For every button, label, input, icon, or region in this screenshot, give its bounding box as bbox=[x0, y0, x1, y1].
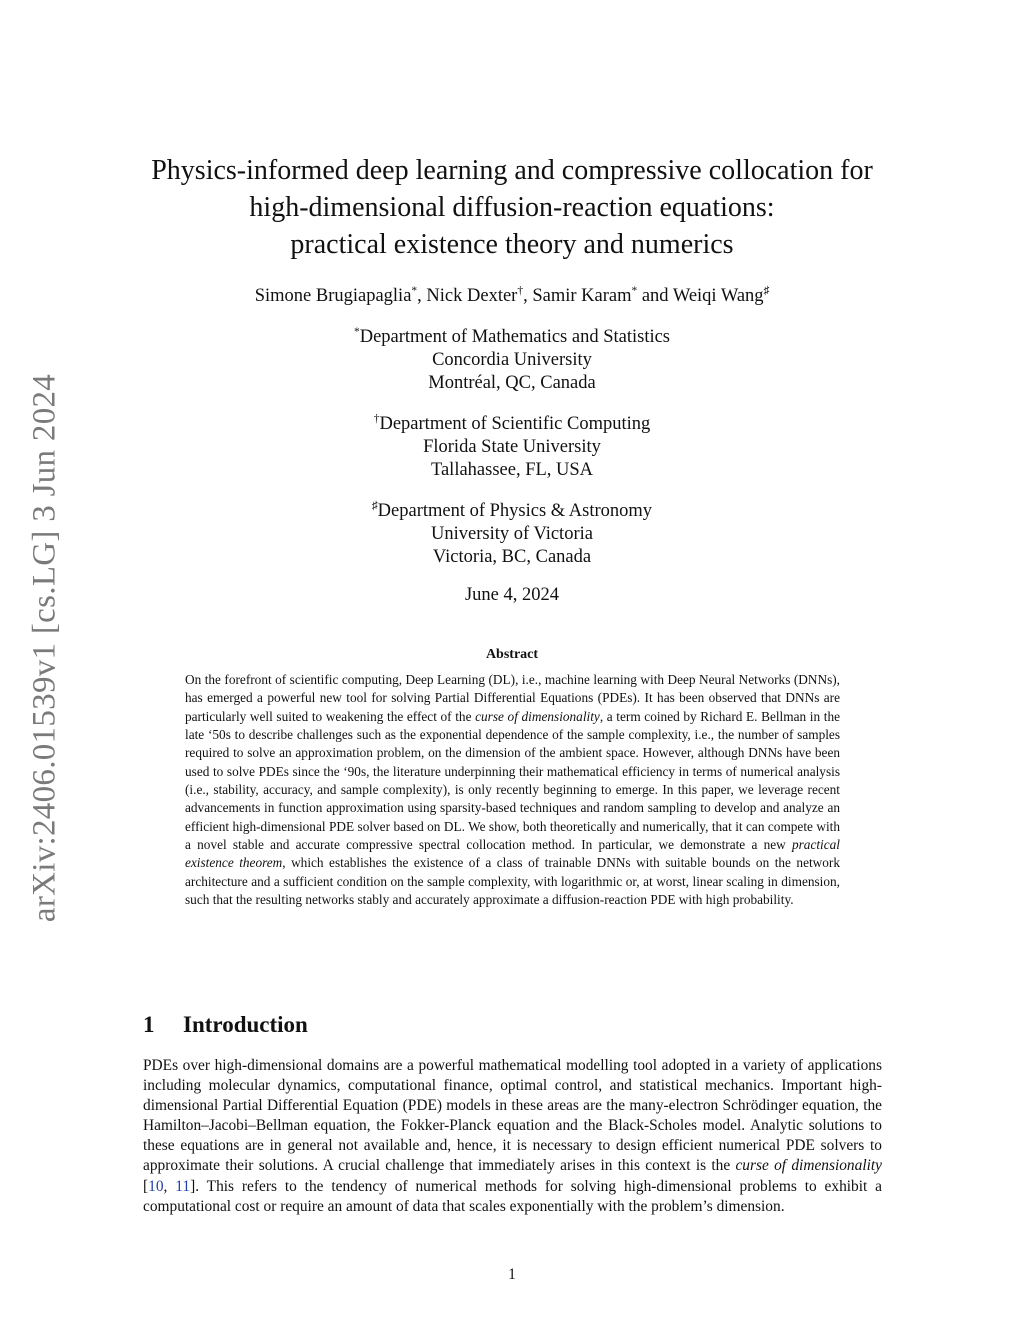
citation-link[interactable]: 11 bbox=[175, 1177, 191, 1195]
section-number: 1 bbox=[143, 1012, 155, 1037]
author-3: Samir Karam bbox=[532, 286, 632, 306]
author-separator: and bbox=[637, 286, 673, 306]
affiliation-institution: University of Victoria bbox=[431, 524, 593, 544]
title-line-3: practical existence theory and numerics bbox=[290, 229, 734, 260]
intro-emphasis: curse of dimensionality bbox=[735, 1157, 882, 1175]
author-1-mark: * bbox=[411, 284, 418, 297]
section-heading bbox=[143, 1012, 308, 1038]
affiliation-department: Department of Mathematics and Statistics bbox=[359, 327, 671, 347]
title-line-2: high-dimensional diffusion-reaction equations: bbox=[249, 192, 775, 223]
author-separator: , bbox=[523, 286, 533, 306]
abstract-emphasis: practical existence theorem bbox=[185, 837, 840, 871]
affiliation-location: Montréal, QC, Canada bbox=[428, 373, 596, 393]
affiliation-institution: Concordia University bbox=[432, 350, 592, 370]
affiliation-location: Victoria, BC, Canada bbox=[432, 547, 592, 567]
author-1: Simone Brugiapaglia bbox=[254, 286, 412, 306]
affiliation-mark: † bbox=[373, 412, 380, 425]
affiliation-victoria bbox=[0, 500, 1024, 569]
author-list bbox=[0, 286, 1024, 307]
affiliation-institution: Florida State University bbox=[423, 437, 601, 457]
author-2: Nick Dexter bbox=[426, 286, 518, 306]
author-4-mark: ♯ bbox=[763, 284, 770, 297]
author-2-mark: † bbox=[517, 284, 524, 297]
paper-title bbox=[0, 152, 1024, 263]
affiliation-mark: ♯ bbox=[371, 499, 378, 512]
abstract-heading: Abstract bbox=[485, 647, 539, 662]
abstract-emphasis: curse of dimensionality bbox=[475, 708, 600, 724]
author-separator: , bbox=[417, 286, 427, 306]
affiliation-concordia bbox=[0, 326, 1024, 395]
author-4: Weiqi Wang bbox=[672, 286, 764, 306]
citation-link[interactable]: 10 bbox=[148, 1177, 164, 1195]
affiliation-mark: * bbox=[353, 325, 360, 338]
affiliation-department: Department of Physics & Astronomy bbox=[377, 501, 653, 521]
arxiv-watermark: arXiv:2406.01539v1 [cs.LG] 3 Jun 2024 bbox=[26, 373, 63, 923]
paper-date: June 4, 2024 bbox=[464, 585, 560, 605]
author-3-mark: * bbox=[631, 284, 638, 297]
affiliation-location: Tallahassee, FL, USA bbox=[430, 460, 594, 480]
section-title: Introduction bbox=[183, 1012, 308, 1037]
title-line-1: Physics-informed deep learning and compressive collocation for bbox=[151, 155, 873, 186]
affiliation-fsu bbox=[0, 413, 1024, 482]
abstract-text: On the forefront of scientific computing, Deep Learning (DL), i.e., machine learning with Deep Neural Networks (DNNs), has emerged a powerful new tool for solving Partial Differential Equations (PDEs). It has been observed that DNNs are particularly well suited to weakening the effect of the curse of dimensionality, a term coined by Richard E. Bellman in the late ‘50s to describe challenges such as the exponential dependence of the sample complexity, i.e., the number of samples required to solve an approximation problem, on the dimension of the ambient space. However, although DNNs have been used to solve PDEs since the ‘90s, the literature underpinning their mathematical efficiency in terms of numerical analysis (i.e., stability, accuracy, and sample complexity), is only recently beginning to emerge. In this paper, we leverage recent advancements in function approximation using sparsity-based techniques and random sampling to develop and analyze an efficient high-dimensional PDE solver based on DL. We show, both theoretically and numerically, that it can compete with a novel stable and accurate compressive spectral collocation method. In particular, we demonstrate a new practical existence theorem, which establishes the existence of a class of trainable DNNs with suitable bounds on the network architecture and a sufficient condition on the sample complexity, with logarithmic or, at worst, linear scaling in dimension, such that the resulting networks stably and accurately approximate a diffusion-reaction PDE with high probability. bbox=[185, 672, 840, 908]
page-number: 1 bbox=[508, 1266, 516, 1283]
affiliation-department: Department of Scientific Computing bbox=[379, 414, 651, 434]
intro-paragraph: PDEs over high-dimensional domains are a powerful mathematical modelling tool adopted in a variety of applications including molecular dynamics, computational finance, optimal control, and statistical mechanics. Important high-dimensional Partial Differential Equation (PDE) models in these areas are the many-electron Schrödinger equation, the Hamilton–Jacobi–Bellman equation, the Fokker-Planck equation and the Black-Scholes model. Analytic solutions to these equations are in general not available and, hence, it is necessary to design efficient numerical PDE solvers to approximate their solutions. A crucial challenge that immediately arises in this context is the curse of dimensionality [10, 11]. This refers to the tendency of numerical methods for solving high-dimensional problems to exhibit a computational cost or require an amount of data that scales exponentially with the problem’s dimension. bbox=[143, 1057, 882, 1215]
